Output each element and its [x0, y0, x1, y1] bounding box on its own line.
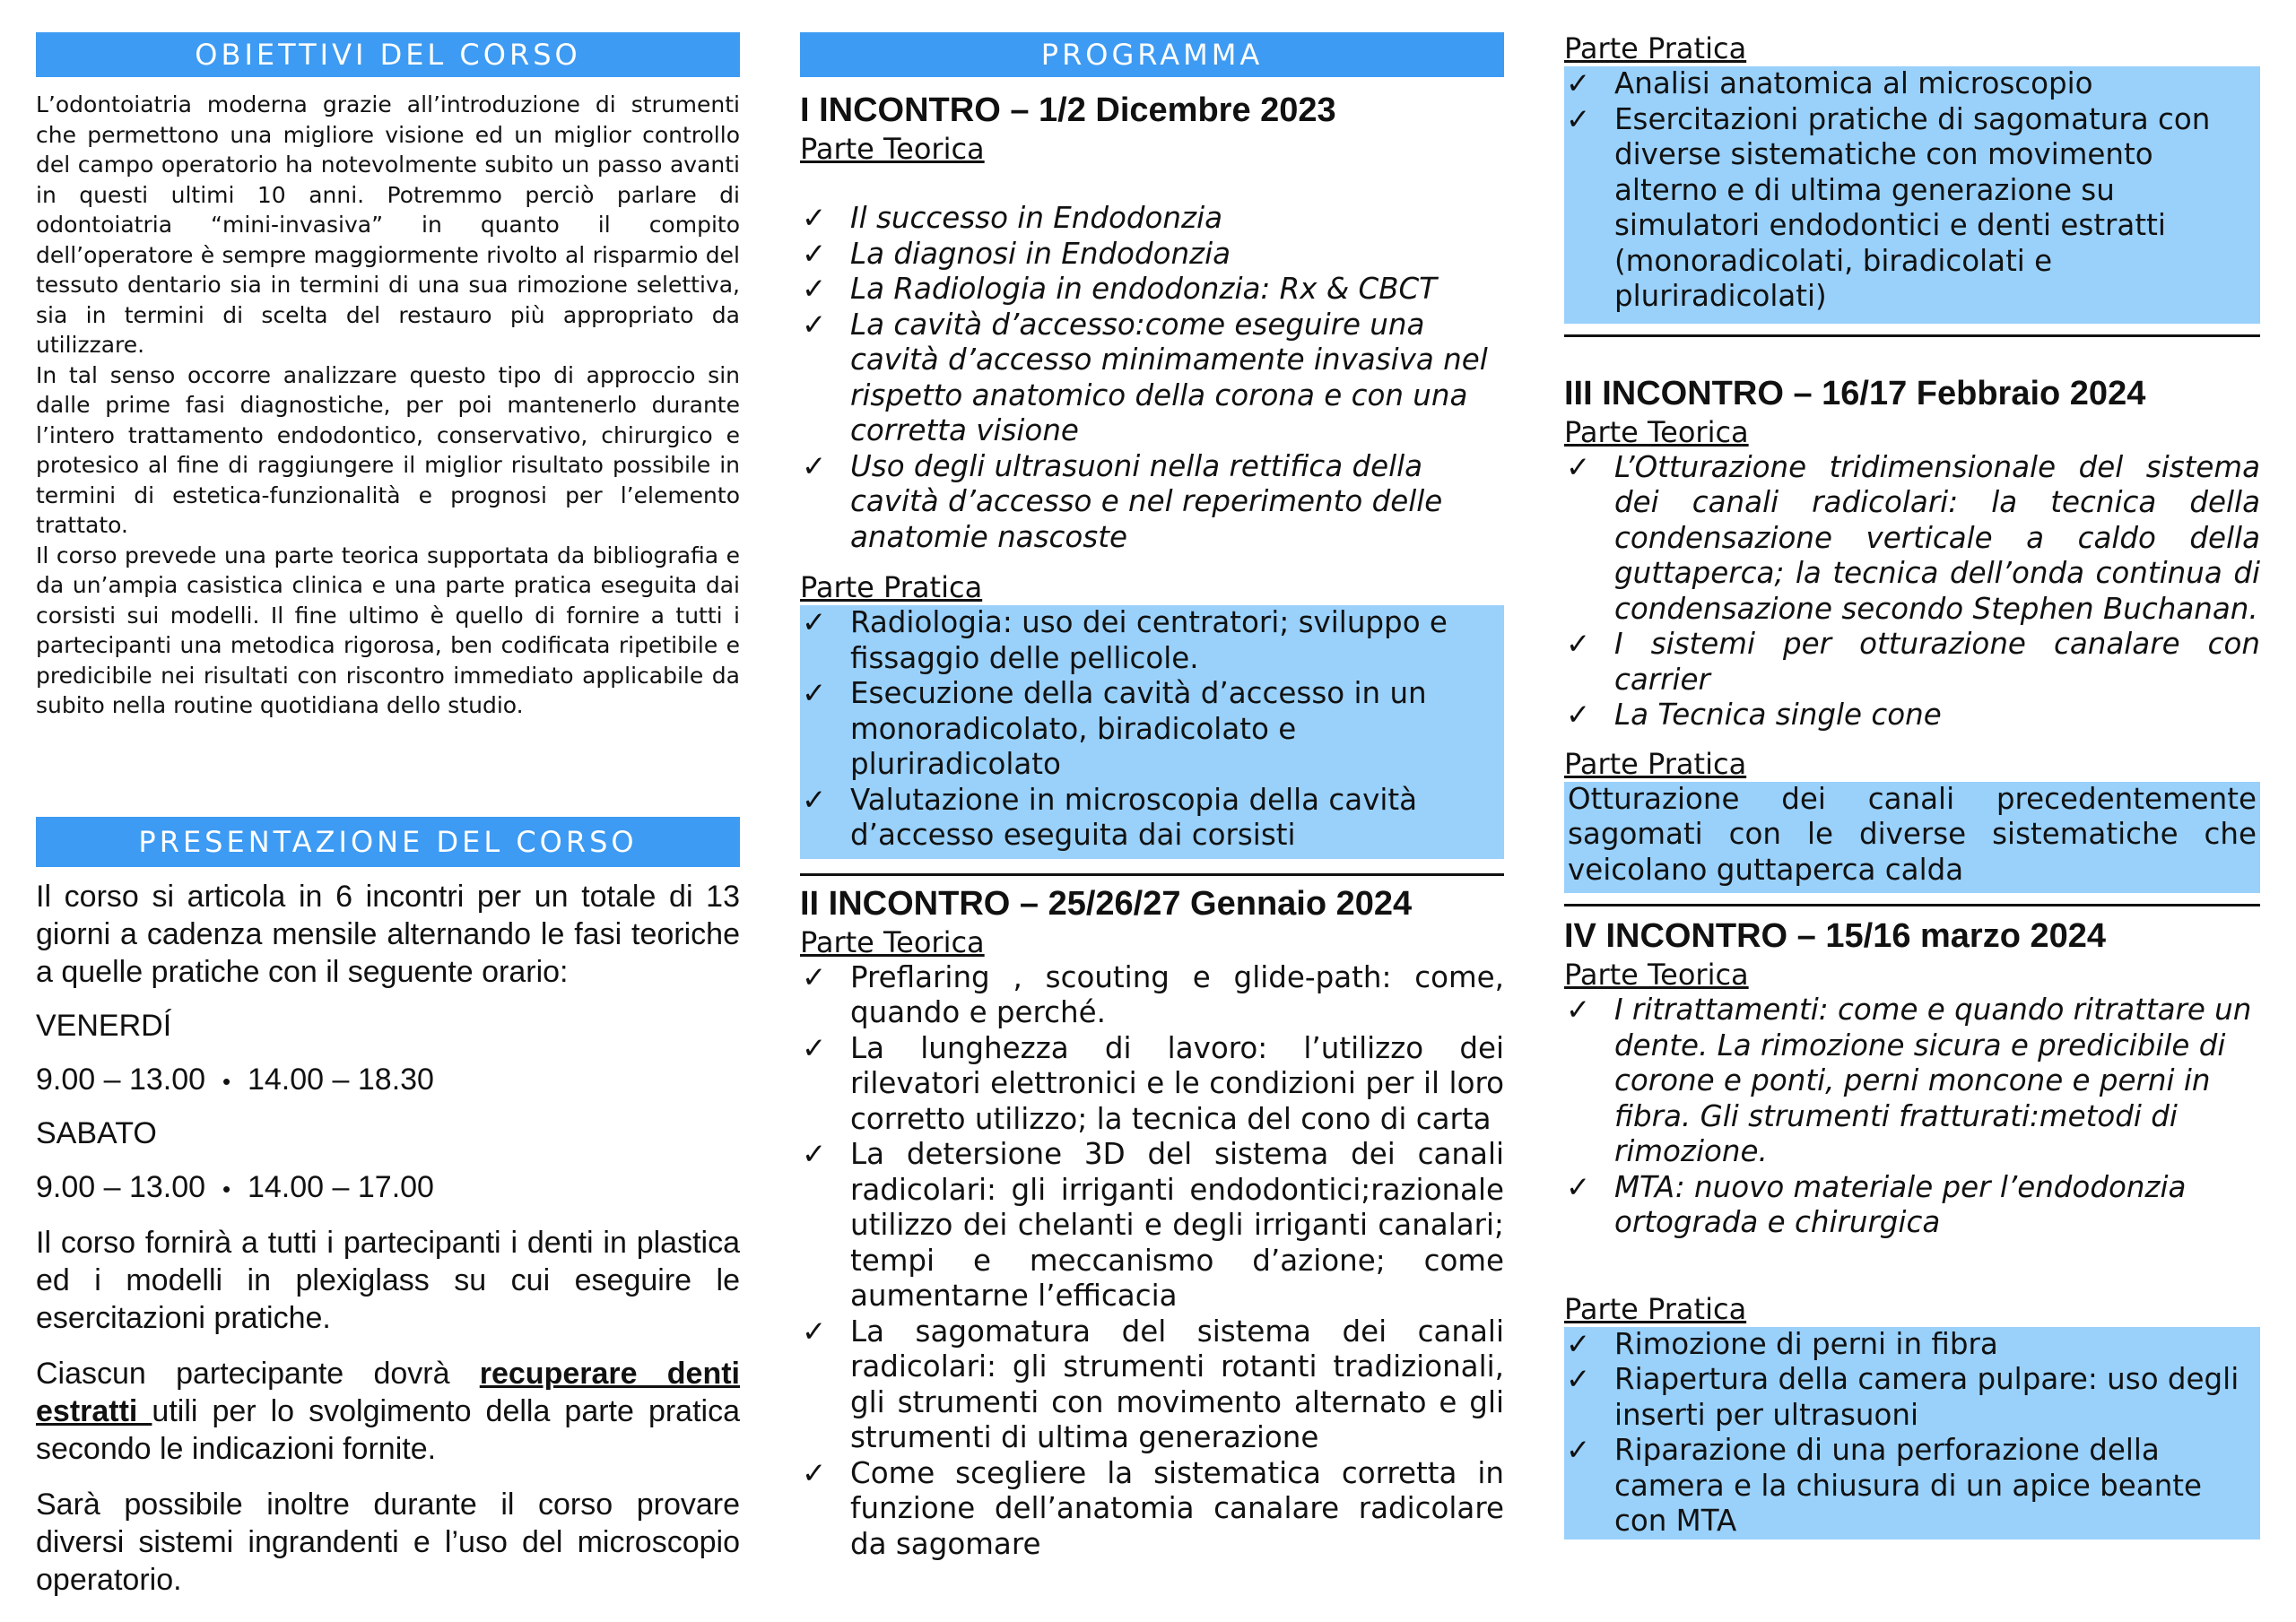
check-icon: ✓: [802, 307, 827, 342]
hours-friday: 9.00 – 13.00 • 14.00 – 18.30: [36, 1063, 434, 1097]
check-icon: ✓: [802, 448, 827, 483]
check-icon: ✓: [1566, 449, 1591, 484]
presentazione-paragraph-denti: Il corso fornirà a tutti i partecipanti i denti in plastica ed i modelli in plexiglass su cui eseguire le esercitazioni pratiche.: [36, 1226, 740, 1335]
obiettivi-title: OBIETTIVI DEL CORSO: [36, 32, 740, 77]
obiettivi-paragraph-1: L’odontoiatria moderna grazie all’introduzione di strumenti che permettono una migliore visione ed un miglior controllo del campo operatorio ha notevolmente subito un passo avanti in questi ultimi 10 anni. Potremmo perciò parlare di odontoiatria “mini-invasiva” in quanto il compito dell’operatore è sempre maggiormente rivolto al risparmio del tessuto dentario sia in termini di una sua rimozione selettiva, sia in termini di scelta del restauro più appropriato da utilizzare.: [36, 91, 740, 358]
day-saturday: SABATO: [36, 1116, 157, 1150]
incontro-4-teorica-list: [1564, 993, 2260, 1241]
list-item: ✓ La lunghezza di lavoro: l’utilizzo dei rilevatori elettronici e le condizioni per il loro corretto utilizzo; la tecnica del cono di carta: [802, 1030, 1504, 1136]
incontro-1-heading: I INCONTRO – 1/2 Dicembre 2023: [800, 91, 1336, 129]
list-item: ✓ La detersione 3D del sistema dei canali radicolari: gli irriganti endodontici;razionale utilizzo dei chelanti e degli irriganti canalari; tempi e meccanismo d’azione; come aumentarne l’efficacia: [802, 1137, 1504, 1313]
check-icon: ✓: [1566, 66, 1591, 100]
list-item: ✓ Valutazione in microscopia della cavità d’accesso eseguita dai corsisti: [802, 782, 1418, 852]
check-icon: ✓: [802, 1314, 827, 1349]
incontro-2-heading: II INCONTRO – 25/26/27 Gennaio 2024: [800, 884, 1413, 923]
day-friday: VENERDÍ: [36, 1009, 172, 1043]
column-right: [1564, 30, 2260, 1540]
list-item: ✓ I sistemi per otturazione canalare con carrier: [1566, 627, 2260, 697]
incontro-3-teorica-list: [1564, 450, 2260, 733]
incontro-2-teorica-list: [800, 960, 1504, 1563]
list-item: ✓ Riparazione di una perforazione della camera e la chiusura di un apice beante con MTA: [1566, 1433, 2203, 1538]
list-item: ✓ Riapertura della camera pulpare: uso degli inserti per ultrasuoni: [1566, 1362, 2239, 1432]
incontro-1-pratica-label: Parte Pratica: [800, 570, 983, 604]
list-item: ✓ Analisi anatomica al microscopio: [1566, 66, 2093, 100]
incontro-4-pratica-box: [1564, 1327, 2260, 1540]
check-icon: ✓: [1566, 993, 1591, 1027]
list-item: ✓ MTA: nuovo materiale per l’endodonzia ortograda e chirurgica: [1566, 1169, 2187, 1239]
check-icon: ✓: [802, 272, 827, 306]
check-icon: ✓: [802, 605, 827, 639]
incontro-3-heading: III INCONTRO – 16/17 Febbraio 2024: [1564, 374, 2146, 412]
presentazione-title: PRESENTAZIONE DEL CORSO: [36, 817, 740, 867]
incontro-4-pratica-list: [1564, 1327, 2260, 1540]
presentazione-section: [36, 817, 740, 1599]
list-item: ✓ Preflaring , scouting e glide-path: come, quando e perché.: [802, 959, 1504, 1029]
incontro-1-teorica-label: Parte Teorica: [800, 132, 985, 166]
check-icon: ✓: [802, 201, 827, 235]
list-item: ✓ Rimozione di perni in fibra: [1566, 1326, 1998, 1361]
check-icon: ✓: [1566, 1362, 1591, 1396]
list-item: ✓ La diagnosi in Endodonzia: [802, 236, 1231, 271]
incontro-4-heading: IV INCONTRO – 15/16 marzo 2024: [1564, 917, 2107, 955]
incontro-3-pratica-text: Otturazione dei canali precedentemente sagomati con le diverse sistematiche che veicolano guttaperca calda: [1568, 781, 2257, 887]
obiettivi-paragraph-2: In tal senso occorre analizzare questo tipo di approccio sin dalle prime fasi diagnostiche, per poi mantenerlo durante l’intero trattamento endodontico, conservativo, chirurgico e protesico al fine di raggiungere il miglior risultato possibile in termini di estetica-funzionalità e prognosi per l’elemento trattato.: [36, 361, 740, 538]
incontro-1-pratica-list: [800, 605, 1504, 854]
check-icon: ✓: [1566, 627, 1591, 661]
incontro-4-pratica-label: Parte Pratica: [1564, 1291, 1747, 1326]
list-item: ✓ I ritrattamenti: come e quando ritrattare un dente. La rimozione sicura e predicibile di corone e ponti, perni moncone e perni in fibra. Gli strumenti fratturati:metodi di rimozione.: [1566, 993, 2252, 1168]
check-icon: ✓: [802, 1455, 827, 1490]
list-item: ✓ La sagomatura del sistema dei canali radicolari: gli strumenti rotanti tradizionali, gli strumenti con movimento alternato e gli strumenti di ultima generazione: [802, 1314, 1504, 1454]
list-item: ✓ Radiologia: uso dei centratori; sviluppo e fissaggio delle pellicole.: [802, 605, 1448, 675]
recuperare-denti-estratti: recuperare denti estratti: [36, 1357, 740, 1428]
incontro-1-teorica-list: [800, 201, 1504, 555]
hours-saturday: 9.00 – 13.00 • 14.00 – 17.00: [36, 1170, 434, 1204]
list-item: ✓ Esecuzione della cavità d’accesso in un monoradicolato, biradicolato e pluriradicolato: [802, 676, 1427, 781]
programma-title: PROGRAMMA: [800, 32, 1504, 77]
check-icon: ✓: [802, 676, 827, 710]
obiettivi-paragraph-3: Il corso prevede una parte teorica supportata da bibliografia e da un’ampia casistica clinica e una parte pratica eseguita dai corsisti sui modelli. Il fine ultimo è quello di fornire a tutti i partecipanti una metodica rigorosa, ben codificata ripetibile e predicibile nei risultati con riscontro immediato applicabile da subito nella routine quotidiana dello studio.: [36, 542, 740, 718]
presentazione-paragraph-microscopio: Sarà possibile inoltre durante il corso provare diversi sistemi ingrandenti e l’uso del microscopio operatorio.: [36, 1488, 740, 1597]
incontro-3-pratica-box: [1564, 782, 2260, 894]
check-icon: ✓: [1566, 698, 1591, 732]
check-icon: ✓: [802, 236, 827, 271]
incontro-4-teorica-label: Parte Teorica: [1564, 958, 1749, 992]
presentazione-paragraph-estratti: Ciascun partecipante dovrà recuperare denti estratti utili per lo svolgimento della parte pratica secondo le indicazioni fornite.: [36, 1357, 740, 1466]
check-icon: ✓: [802, 1030, 827, 1065]
incontro-2-pratica-label: Parte Pratica: [1564, 31, 1747, 65]
incontro-1-pratica-box: [800, 605, 1504, 859]
check-icon: ✓: [802, 1137, 827, 1171]
check-icon: ✓: [1566, 101, 1591, 136]
check-icon: ✓: [802, 782, 827, 817]
check-icon: ✓: [1566, 1433, 1591, 1467]
incontro-3-teorica-label: Parte Teorica: [1564, 414, 1749, 449]
list-item: ✓ La cavità d’accesso:come eseguire una cavità d’accesso minimamente invasiva nel rispetto anatomico della corona e con una corretta visione: [802, 307, 1488, 447]
check-icon: ✓: [802, 959, 827, 994]
list-item: ✓ Il successo in Endodonzia: [802, 201, 1223, 235]
list-item: ✓ Uso degli ultrasuoni nella rettifica della cavità d’accesso e nel reperimento delle anatomie nascoste: [802, 448, 1443, 554]
incontro-2-pratica-list: [1564, 66, 2260, 315]
incontro-2-pratica-box: [1564, 66, 2260, 324]
list-item: ✓ Esercitazioni pratiche di sagomatura con diverse sistematiche con movimento alterno e di ultima generazione su simulatori endodontici e denti estratti (monoradicolati, biradicolati e pluriradicolati): [1566, 101, 2211, 313]
column-middle: [800, 32, 1504, 1562]
list-item: ✓ La Tecnica single cone: [1566, 698, 1942, 732]
presentazione-intro: Il corso si articola in 6 incontri per un totale di 13 giorni a cadenza mensile alternando le fasi teoriche a quelle pratiche con il seguente orario:: [36, 880, 740, 989]
list-item: ✓ La Radiologia in endodonzia: Rx & CBCT: [802, 272, 1438, 306]
column-left: [36, 32, 740, 1597]
list-item: ✓ L’Otturazione tridimensionale del sistema dei canali radicolari: la tecnica della condensazione verticale a caldo della guttaperca; la tecnica dell’onda continua di condensazione secondo Stephen Buchanan.: [1566, 449, 2260, 626]
incontro-3-pratica-label: Parte Pratica: [1564, 746, 1747, 781]
check-icon: ✓: [1566, 1326, 1591, 1361]
incontro-2-teorica-label: Parte Teorica: [800, 924, 985, 959]
list-item: ✓ Come scegliere la sistematica corretta in funzione dell’anatomia canalare radicolare da sagomare: [802, 1455, 1504, 1561]
check-icon: ✓: [1566, 1169, 1591, 1204]
